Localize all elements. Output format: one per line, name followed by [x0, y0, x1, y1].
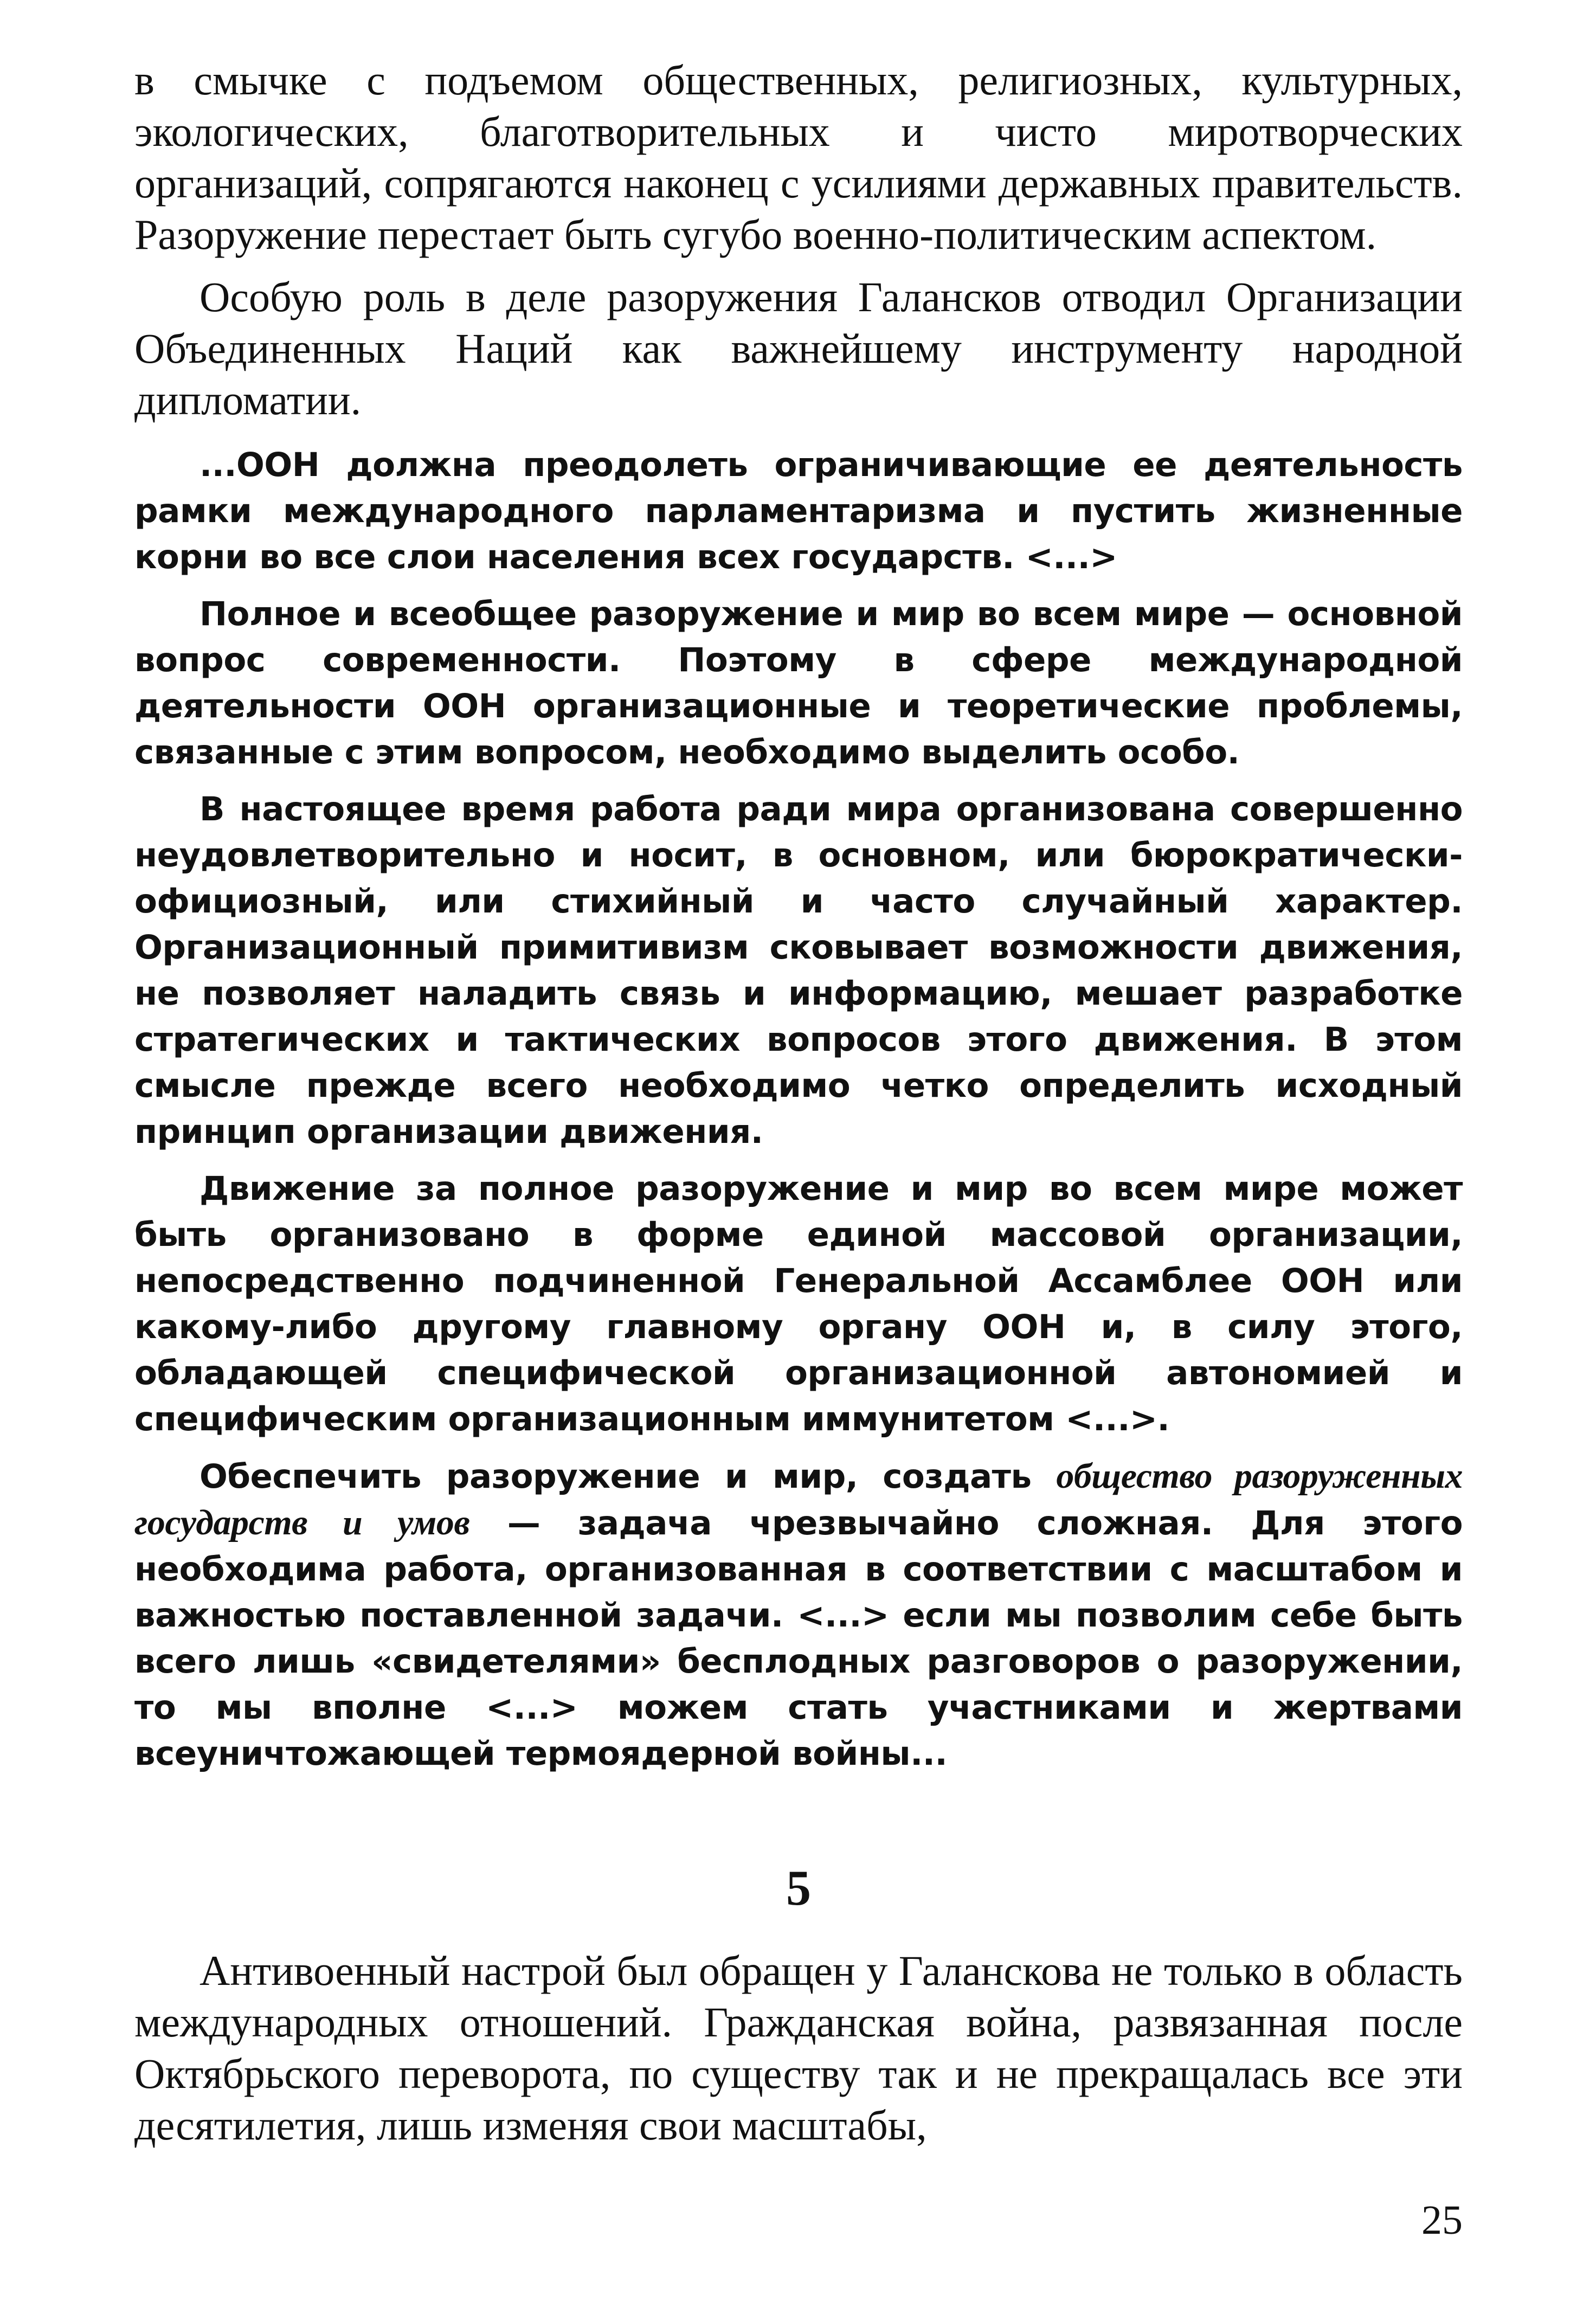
body-paragraph: Особую роль в деле разоружения Галансков отводил Организации Объединенных Наций как важнейшему инструменту народной дипломатии. [134, 273, 1463, 423]
quote-paragraph-final [134, 1453, 1463, 1777]
text-column [134, 54, 1463, 2151]
quote-paragraph: Полное и всеобщее разоружение и мир во всем мире — основной вопрос современности. Поэтому в сфере международной деятельности ООН организационные и теоретические проблемы, связанные с этим вопросом, необходимо выделить особо. [134, 595, 1463, 772]
body-paragraph: Антивоенный настрой был обращен у Галанскова не только в область международных отношений. Гражданская война, развязанная после Октябрьского переворота, по существу так и не прекращалась все эти десятилетия, лишь изменяя свои масштабы, [134, 1947, 1463, 2149]
section-number: 5 [786, 1860, 811, 1916]
body-paragraph: в смычке с подъемом общественных, религиозных, культурных, экологических, благотворительных и чисто миротворческих организаций, сопрягаются наконец с усилиями державных правительств. Разоружение перестает быть сугубо военно-политическим аспектом. [134, 56, 1463, 258]
quote-text-after-emphasis: — задача чрезвычайно сложная. Для этого необходима работа, организованная в соответствии с масштабом и важностью поставленной задачи. <...> если мы позволим себе быть всего лишь «свидетелями» бесплодных разговоров о разоружении, то мы вполне <...> можем стать участниками и жертвами всеуничтожающей термоядерной войны... [134, 1504, 1463, 1773]
quote-text-before-emphasis: Обеспечить разоружение и мир, создать [200, 1457, 1057, 1496]
quote-emphasis: общество разоруженных государств и умов [134, 1456, 1463, 1542]
quote-paragraph: ...ООН должна преодолеть ограничивающие ее деятельность рамки международного парламентаризма и пустить жизненные корни во все слои населения всех государств. <...> [134, 446, 1463, 576]
quote-paragraph: В настоящее время работа ради мира организована совершенно неудовлетворительно и носит, в основном, или бюрократически-официозный, или стихийный и часто случайный характер. Организационный примитивизм сковывает возможности движения, не позволяет наладить связь и информацию, мешает разработке стратегических и тактических вопросов этого движения. В этом смысле прежде всего необходимо четко определить исходный принцип организации движения. [134, 790, 1463, 1151]
quotation-block [134, 442, 1463, 1777]
quote-paragraph: Движение за полное разоружение и мир во всем мире может быть организовано в форме единой массовой организации, непосредственно подчиненной Генеральной Ассамблее ООН или какому-либо другому главному органу ООН и, в силу этого, обладающей специфической организационной автономией и специфическим организационным иммунитетом <...>. [134, 1169, 1463, 1438]
page-number: 25 [1421, 2197, 1463, 2243]
